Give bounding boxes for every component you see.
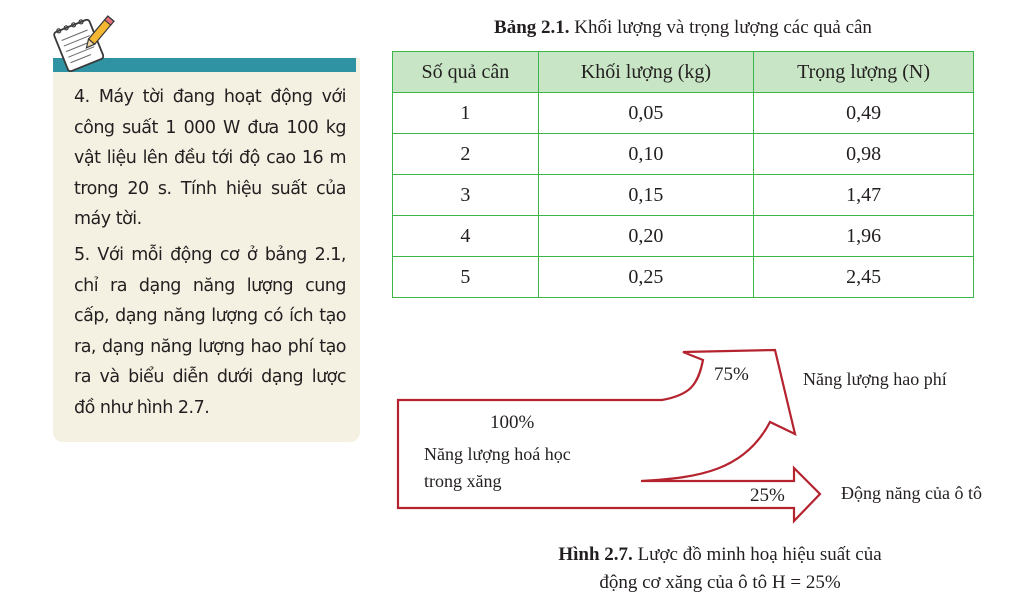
cell-mass: 0,15 xyxy=(538,175,753,216)
waste-percent-label: 75% xyxy=(714,364,749,385)
table-caption-text: Khối lượng và trọng lượng các quả cân xyxy=(574,17,872,38)
exercise-4-text: 4. Máy tời đang hoạt động với công suất 1 000 W đưa 100 kg vật liệu lên đều tới độ cao 16 m trong 20 s. Tính hiệu suất của máy tời. xyxy=(74,87,346,229)
cell-count: 3 xyxy=(393,175,539,216)
figure-caption-text1: Lược đồ minh hoạ hiệu suất của xyxy=(637,544,882,565)
cell-count: 5 xyxy=(393,257,539,298)
input-energy-label-line1: Năng lượng hoá học xyxy=(424,444,571,464)
input-energy-label-line2: trong xăng xyxy=(424,471,502,491)
cell-mass: 0,10 xyxy=(538,134,753,175)
cell-mass: 0,25 xyxy=(538,257,753,298)
table-caption-label: Bảng 2.1. xyxy=(494,17,570,38)
cell-mass: 0,05 xyxy=(538,93,753,134)
figure-caption-line2: động cơ xăng của ô tô H = 25% xyxy=(599,572,841,593)
useful-energy-label: Động năng của ô tô xyxy=(841,483,982,503)
exercise-5-text: 5. Với mỗi động cơ ở bảng 2.1, chỉ ra dạng năng lượng cung cấp, dạng năng lượng có ích tạo ra, dạng năng lượng hao phí tạo ra và biểu diễn dưới dạng lược đồ như hình 2.7. xyxy=(74,245,346,418)
useful-percent-label: 25% xyxy=(750,485,785,506)
cell-weight: 0,49 xyxy=(754,93,974,134)
cell-count: 4 xyxy=(393,216,539,257)
cell-weight: 2,45 xyxy=(754,257,974,298)
cell-count: 2 xyxy=(393,134,539,175)
figure-caption-line1 xyxy=(495,541,945,569)
waste-energy-label: Năng lượng hao phí xyxy=(803,369,947,389)
cell-count: 1 xyxy=(393,93,539,134)
cell-mass: 0,20 xyxy=(538,216,753,257)
cell-weight: 0,98 xyxy=(754,134,974,175)
input-percent-label: 100% xyxy=(490,412,535,433)
figure-caption xyxy=(495,541,945,597)
cell-weight: 1,47 xyxy=(754,175,974,216)
header-mass: Khối lượng (kg) xyxy=(538,52,753,93)
figure-caption-label: Hình 2.7. xyxy=(558,544,633,565)
header-count: Số quả cân xyxy=(393,52,539,93)
cell-weight: 1,96 xyxy=(754,216,974,257)
header-weight: Trọng lượng (N) xyxy=(754,52,974,93)
